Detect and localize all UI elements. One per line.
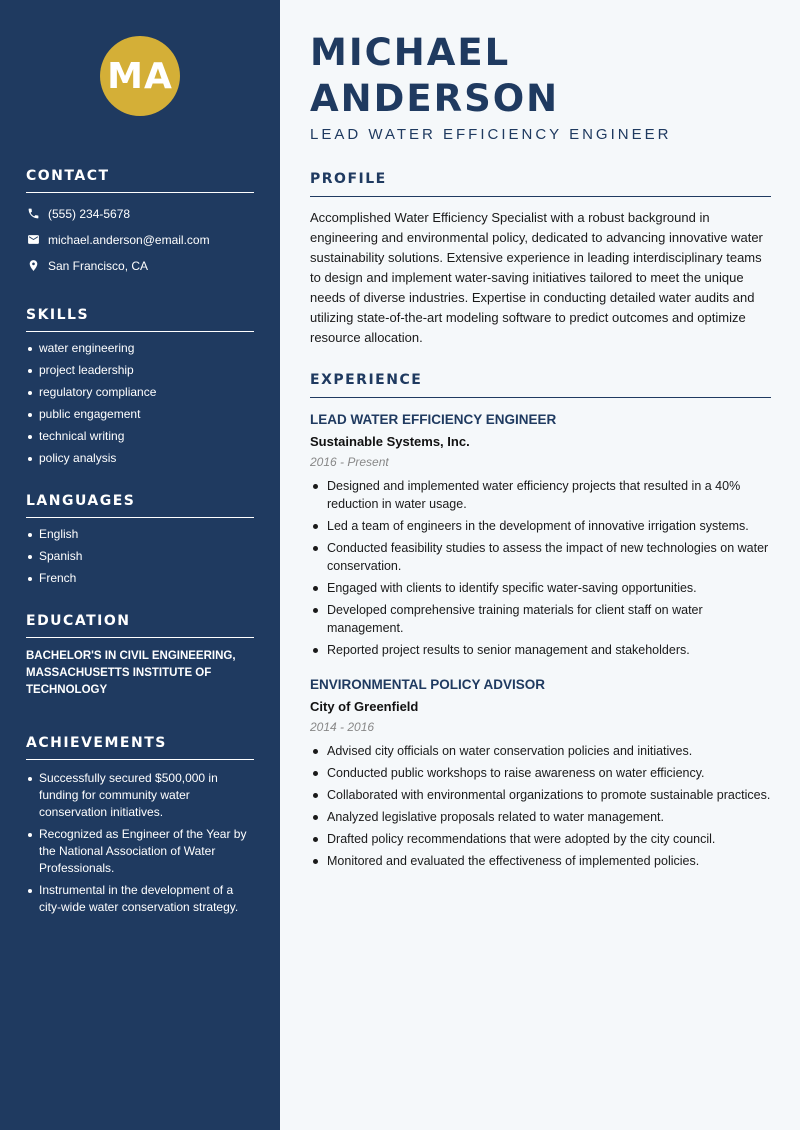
achievement-item: Successfully secured $500,000 in funding for community water conservation initiatives. xyxy=(26,770,254,821)
job-dates: 2014 - 2016 xyxy=(310,720,375,734)
contact-section xyxy=(26,168,254,273)
profile-section xyxy=(310,171,771,348)
languages-heading: LANGUAGES xyxy=(26,493,254,518)
location-text: San Francisco, CA xyxy=(48,258,149,273)
job-bullet: Reported project results to senior management and stakeholders. xyxy=(310,641,771,659)
job-dates: 2016 - Present xyxy=(310,455,389,469)
job-bullets xyxy=(310,477,771,659)
education-heading: EDUCATION xyxy=(26,613,254,638)
contact-phone[interactable] xyxy=(26,206,254,221)
education-section xyxy=(26,613,254,699)
experience-heading: EXPERIENCE xyxy=(310,372,771,398)
language-item: Spanish xyxy=(26,548,254,565)
job-bullet: Analyzed legislative proposals related to water management. xyxy=(310,808,771,826)
achievements-section xyxy=(26,735,254,916)
achievements-list xyxy=(26,770,254,916)
job-title: ENVIRONMENTAL POLICY ADVISOR xyxy=(310,677,546,692)
achievements-heading: ACHIEVEMENTS xyxy=(26,735,254,760)
profile-heading: PROFILE xyxy=(310,171,771,197)
skill-item: public engagement xyxy=(26,406,254,423)
skill-item: water engineering xyxy=(26,340,254,357)
job-bullet: Collaborated with environmental organizations to promote sustainable practices. xyxy=(310,786,771,804)
achievement-item: Instrumental in the development of a city-wide water conservation strategy. xyxy=(26,882,254,916)
job-bullet: Led a team of engineers in the development of innovative irrigation systems. xyxy=(310,517,771,535)
skill-item: policy analysis xyxy=(26,450,254,467)
contact-heading: CONTACT xyxy=(26,168,254,193)
achievement-item: Recognized as Engineer of the Year by the National Association of Water Professionals. xyxy=(26,826,254,877)
skill-item: technical writing xyxy=(26,428,254,445)
job-bullet: Designed and implemented water efficiency projects that resulted in a 40% reduction in water usage. xyxy=(310,477,771,513)
candidate-title: LEAD WATER EFFICIENCY ENGINEER xyxy=(310,126,672,143)
job-bullet: Developed comprehensive training materials for client staff on water management. xyxy=(310,601,771,637)
languages-section xyxy=(26,493,254,587)
language-item: French xyxy=(26,570,254,587)
sidebar xyxy=(0,0,280,1130)
skill-item: project leadership xyxy=(26,362,254,379)
job-title: LEAD WATER EFFICIENCY ENGINEER xyxy=(310,412,557,427)
profile-summary: Accomplished Water Efficiency Specialist with a robust background in engineering and environmental policy, dedicated to advancing innovative water sustainability solutions. Extensive experience in leading interdisciplinary teams to design and implement water-saving initiatives tailored to meet the unique needs of diverse industries. Expertise in conducting detailed water audits and utilizing state-of-the-art modeling software to predict outcomes and optimize resource allocation. xyxy=(310,210,763,345)
phone-text: (555) 234-5678 xyxy=(48,206,131,221)
skill-item: regulatory compliance xyxy=(26,384,254,401)
contact-email[interactable] xyxy=(26,232,254,247)
job-entry xyxy=(310,412,771,659)
job-entry xyxy=(310,677,771,870)
avatar xyxy=(100,36,180,116)
skills-section xyxy=(26,307,254,467)
avatar-initials: MA xyxy=(107,55,173,97)
main-content xyxy=(280,0,800,1130)
job-bullet: Conducted public workshops to raise awareness on water efficiency. xyxy=(310,764,771,782)
job-bullet: Advised city officials on water conservation policies and initiatives. xyxy=(310,742,771,760)
languages-list xyxy=(26,526,254,587)
email-icon xyxy=(26,233,40,247)
skills-heading: SKILLS xyxy=(26,307,254,332)
job-bullet: Engaged with clients to identify specific water-saving opportunities. xyxy=(310,579,771,597)
job-bullet: Drafted policy recommendations that were adopted by the city council. xyxy=(310,830,771,848)
email-text: michael.anderson@email.com xyxy=(48,232,210,247)
location-pin-icon xyxy=(26,259,40,273)
job-bullet: Conducted feasibility studies to assess the impact of new technologies on water conservation. xyxy=(310,539,771,575)
education-degree: BACHELOR'S IN CIVIL ENGINEERING, MASSACHUSETTS INSTITUTE OF TECHNOLOGY xyxy=(26,650,236,696)
experience-section xyxy=(310,372,771,870)
skills-list xyxy=(26,340,254,467)
contact-location xyxy=(26,258,254,273)
job-company: City of Greenfield xyxy=(310,699,419,714)
job-company: Sustainable Systems, Inc. xyxy=(310,434,470,449)
candidate-name: MICHAEL ANDERSON xyxy=(310,31,560,120)
phone-icon xyxy=(26,207,40,221)
job-bullets xyxy=(310,742,771,870)
language-item: English xyxy=(26,526,254,543)
job-bullet: Monitored and evaluated the effectiveness of implemented policies. xyxy=(310,852,771,870)
